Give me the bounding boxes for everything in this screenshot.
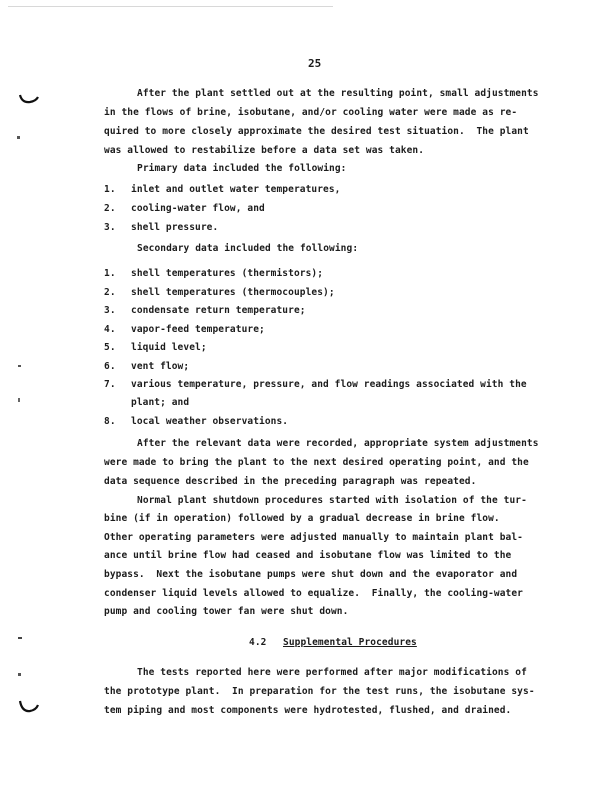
- scan-speck: [18, 365, 21, 367]
- para1-line: in the flows of brine, isobutane, and/or cooling water were made as re-: [104, 107, 518, 118]
- scan-speck: [18, 673, 21, 676]
- scan-speck: [18, 398, 20, 402]
- list-number: 2.: [104, 287, 116, 298]
- scan-speck: [18, 637, 22, 639]
- para3-line: Normal plant shutdown procedures started with isolation of the tur-: [137, 495, 527, 506]
- para4-line: tem piping and most components were hydrotested, flushed, and drained.: [104, 705, 512, 716]
- para1-line: was allowed to restabilize before a data set was taken.: [104, 145, 425, 156]
- list-item: vapor-feed temperature;: [131, 324, 265, 335]
- binder-hole-mark-bottom: [18, 699, 40, 715]
- list-item: shell pressure.: [131, 222, 219, 233]
- list-item: inlet and outlet water temperatures,: [131, 184, 341, 195]
- list-number: 3.: [104, 222, 116, 233]
- list-number: 3.: [104, 305, 116, 316]
- para3-line: bine (if in operation) followed by a gradual decrease in brine flow.: [104, 513, 500, 524]
- list-number: 2.: [104, 203, 116, 214]
- list-item: condensate return temperature;: [131, 305, 306, 316]
- secondary-data-intro: Secondary data included the following:: [137, 243, 359, 254]
- list-item: vent flow;: [131, 361, 190, 372]
- section-title: Supplemental Procedures: [283, 637, 417, 648]
- list-item-continuation: plant; and: [131, 397, 190, 408]
- list-number: 6.: [104, 361, 116, 372]
- list-item: liquid level;: [131, 342, 207, 353]
- list-number: 4.: [104, 324, 116, 335]
- list-item: shell temperatures (thermocouples);: [131, 287, 335, 298]
- para4-line: The tests reported here were performed after major modifications of: [137, 667, 527, 678]
- list-item: cooling-water flow, and: [131, 203, 265, 214]
- para1-line: After the plant settled out at the resulting point, small adjustments: [137, 88, 539, 99]
- list-item: shell temperatures (thermistors);: [131, 268, 324, 279]
- para2-line: were made to bring the plant to the next desired operating point, and the: [104, 457, 529, 468]
- scan-speck: [17, 136, 20, 139]
- list-item: various temperature, pressure, and flow readings associated with the: [131, 379, 527, 390]
- para3-line: Other operating parameters were adjusted manually to maintain plant bal-: [104, 532, 524, 543]
- para1-line: quired to more closely approximate the desired test situation. The plant: [104, 126, 529, 137]
- para2-line: data sequence described in the preceding paragraph was repeated.: [104, 476, 477, 487]
- list-item: local weather observations.: [131, 416, 289, 427]
- list-number: 1.: [104, 184, 116, 195]
- para3-line: bypass. Next the isobutane pumps were shut down and the evaporator and: [104, 569, 518, 580]
- list-number: 7.: [104, 379, 116, 390]
- para3-line: pump and cooling tower fan were shut down.: [104, 606, 349, 617]
- primary-data-intro: Primary data included the following:: [137, 163, 347, 174]
- para3-line: ance until brine flow had ceased and isobutane flow was limited to the: [104, 550, 512, 561]
- list-number: 5.: [104, 342, 116, 353]
- section-number: 4.2: [249, 637, 267, 648]
- para4-line: the prototype plant. In preparation for the test runs, the isobutane sys-: [104, 686, 535, 697]
- para2-line: After the relevant data were recorded, appropriate system adjustments: [137, 438, 539, 449]
- list-number: 8.: [104, 416, 116, 427]
- scan-edge-line: [8, 6, 333, 7]
- page-number: 25: [308, 57, 322, 70]
- list-number: 1.: [104, 268, 116, 279]
- para3-line: condenser liquid levels allowed to equalize. Finally, the cooling-water: [104, 588, 524, 599]
- binder-hole-mark-top: [18, 92, 40, 106]
